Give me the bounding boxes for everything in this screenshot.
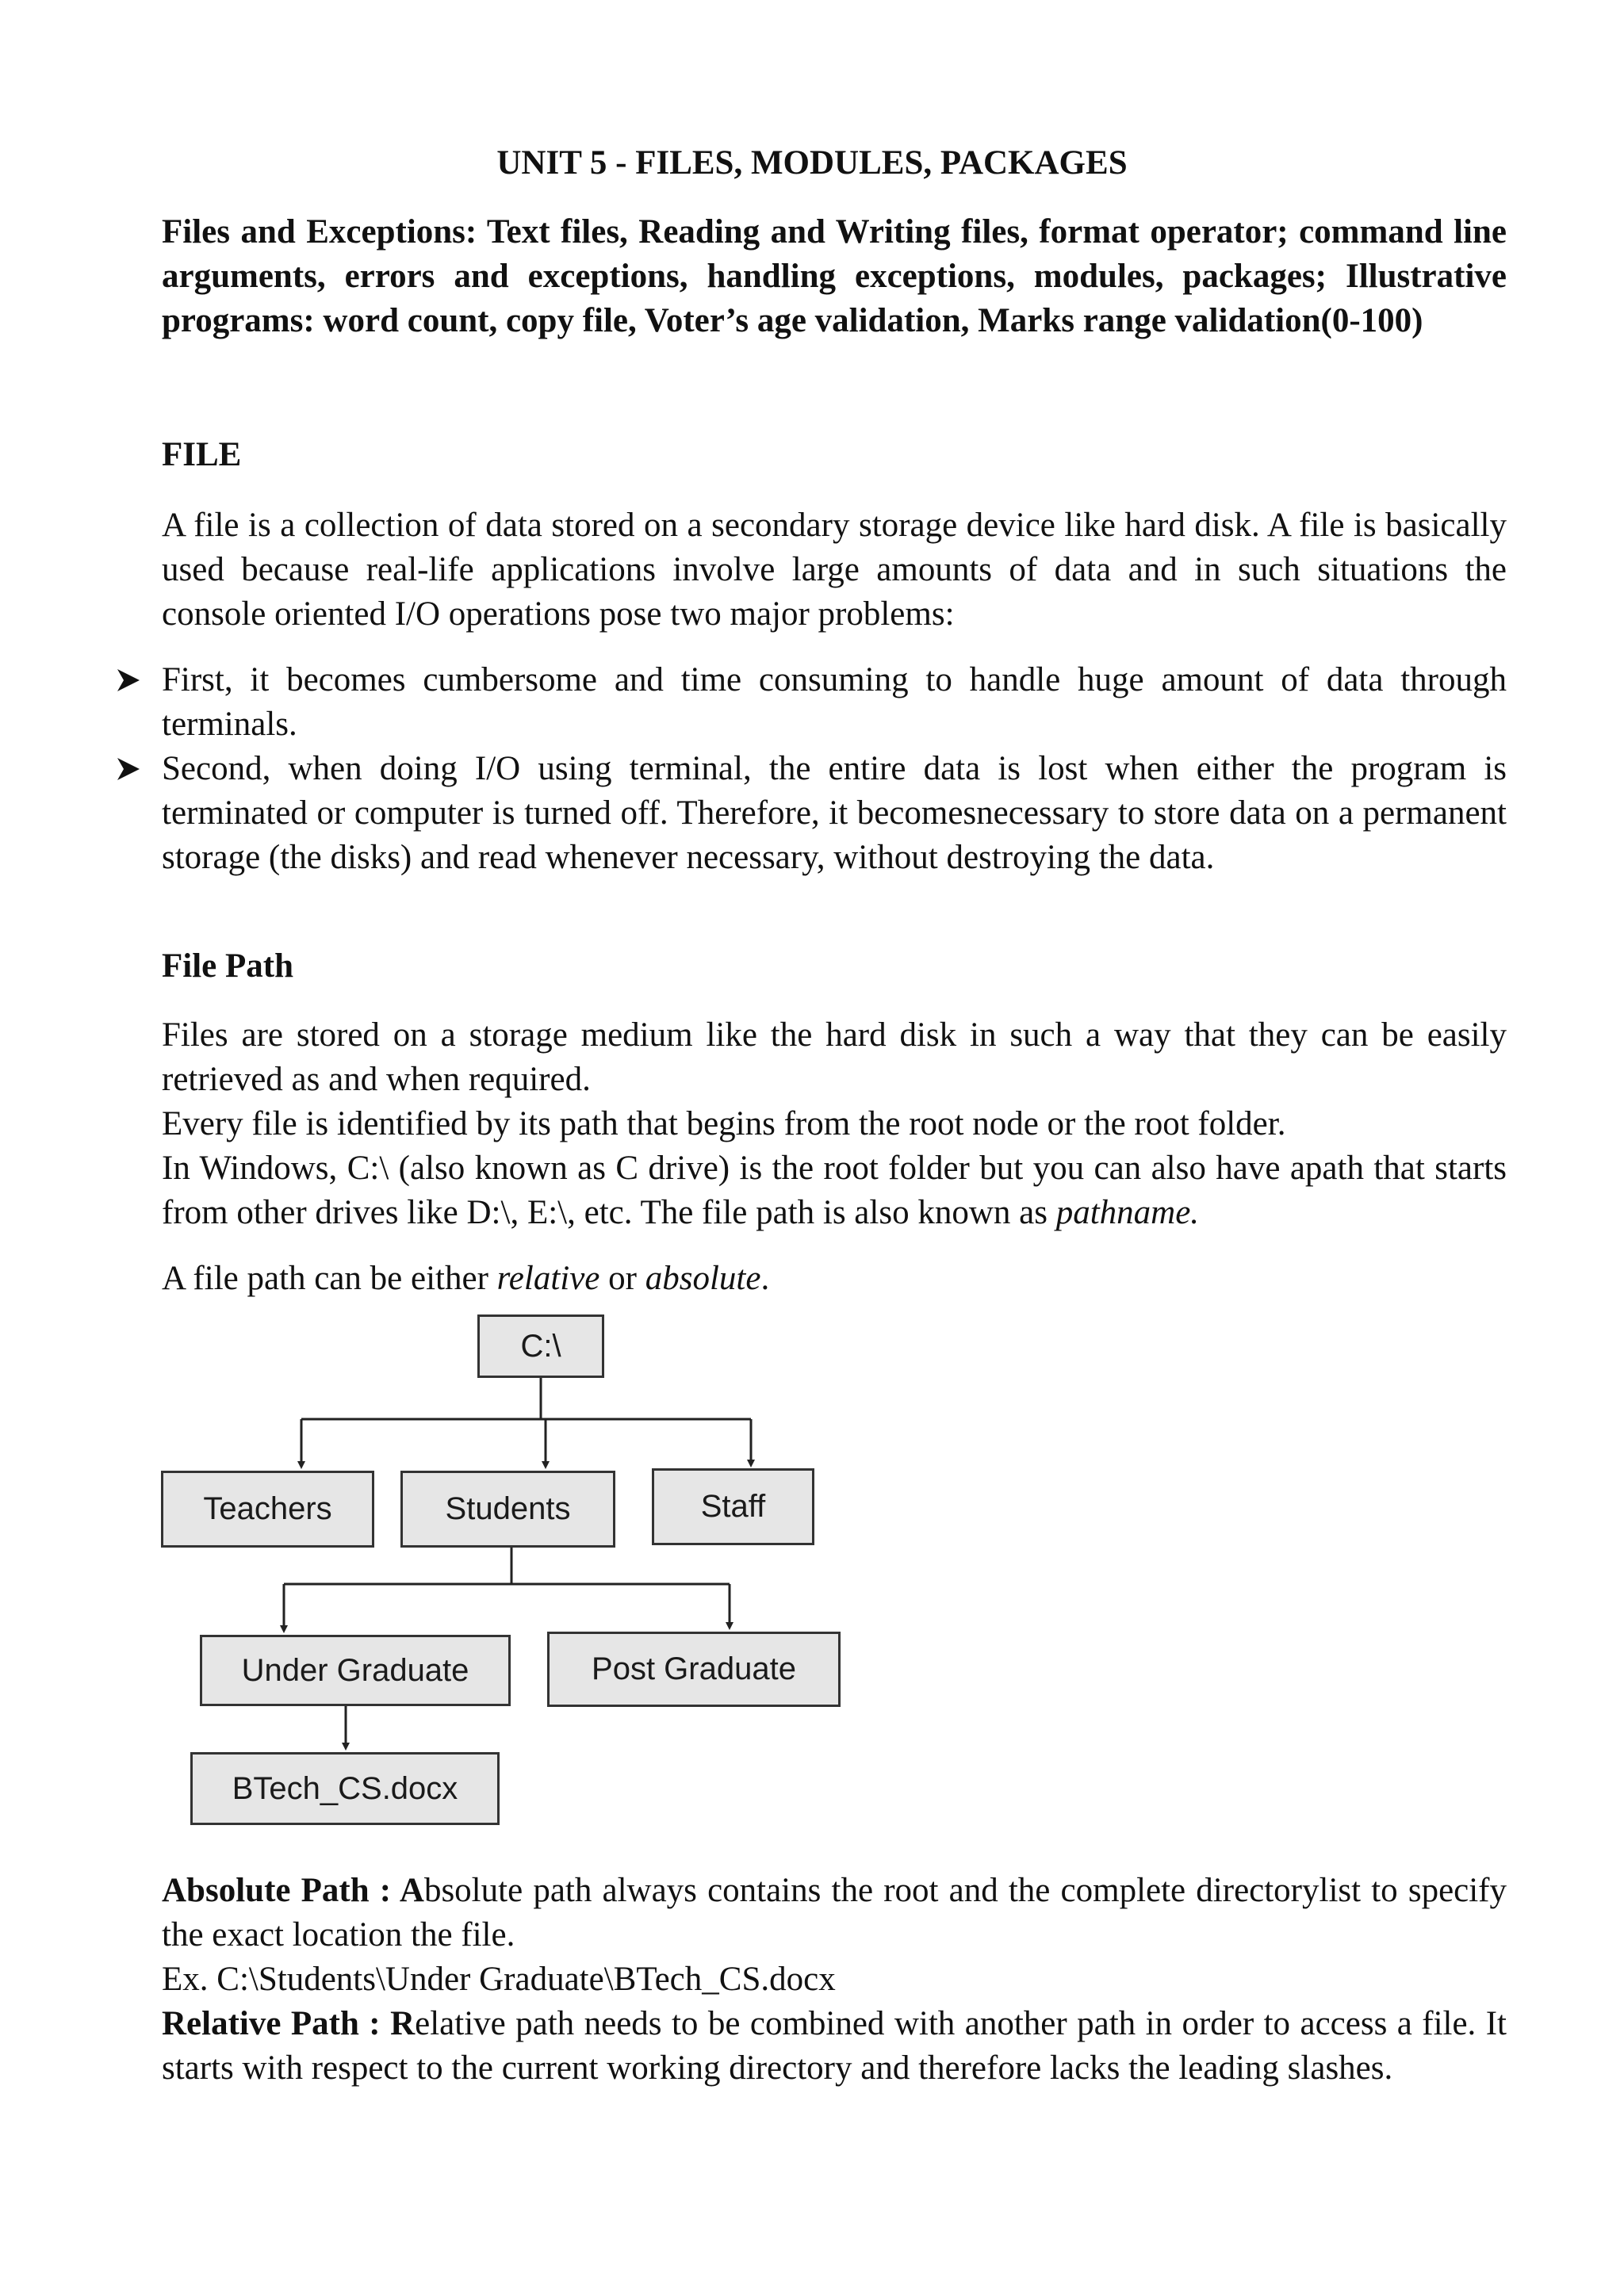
file-intro-paragraph: A file is a collection of data stored on a secondary storage device like hard disk. A file is basically used because real-life applications involve large amounts of data and in such situations the console oriented I/O operations pose two major problems: (162, 507, 1507, 633)
relative-path-first-letter: R (390, 2005, 416, 2042)
file-path-paragraph (162, 1013, 1507, 1235)
file-path-types-line (162, 1257, 1507, 1301)
pathname-term: pathname. (1055, 1194, 1200, 1231)
page-title: UNIT 5 - FILES, MODULES, PACKAGES (496, 144, 1128, 182)
absolute-path-first-letter: A (399, 1872, 424, 1909)
absolute-path-text: bsolute path always contains the root and the complete directorylist to specify the exact location the file. (162, 1872, 1507, 1954)
types-prefix: A file path can be either (162, 1260, 497, 1297)
arrowhead-bullet-icon (113, 747, 144, 791)
folder-node-root: C:\ (477, 1314, 604, 1378)
absolute-term: absolute (645, 1260, 761, 1297)
absolute-path-label: Absolute Path : (162, 1872, 400, 1909)
relative-path-label: Relative Path : (162, 2005, 391, 2042)
types-suffix: . (760, 1260, 770, 1297)
folder-node-staff: Staff (652, 1468, 814, 1545)
file-path-heading: File Path (162, 947, 293, 985)
relative-path-paragraph (162, 2002, 1507, 2091)
syllabus-paragraph: Files and Exceptions: Text files, Reading and Writing files, format operator; command line arguments, errors and exceptions, handling exceptions, modules, packages; Illustrative programs: word count, copy file, Voter’s age validation, Marks range validation(0-100) (162, 213, 1507, 339)
relative-path-text: elative path needs to be combined with another path in order to access a file. It starts with respect to the current working directory and therefore lacks the leading slashes. (162, 2005, 1507, 2087)
file-node-btech: BTech_CS.docx (190, 1752, 500, 1825)
absolute-path-example: Ex. C:\Students\Under Graduate\BTech_CS.docx (162, 1961, 836, 1998)
relative-term: relative (496, 1260, 600, 1297)
folder-node-post-graduate: Post Graduate (547, 1632, 841, 1707)
file-path-line-3-text: In Windows, C:\ (also known as C drive) is the root folder but you can also have apath that starts from other drives like D:\, E:\, etc. The file path is also known as (162, 1150, 1507, 1231)
bullet-text-2: Second, when doing I/O using terminal, the entire data is lost when either the program is terminated or computer is turned off. Therefore, it becomesnecessary to store data on a permanent storage (the disks) and read whenever necessary, without destroying the data. (162, 750, 1507, 876)
folder-node-students: Students (400, 1471, 615, 1548)
file-heading: FILE (162, 436, 242, 473)
arrowhead-bullet-icon (113, 658, 144, 702)
bullet-text-1: First, it becomes cumbersome and time consuming to handle huge amount of data through terminals. (162, 661, 1507, 743)
file-path-line-1: Files are stored on a storage medium like the hard disk in such a way that they can be easily retrieved as and when required. (162, 1016, 1507, 1098)
absolute-path-paragraph (162, 1869, 1507, 2002)
file-path-line-3 (162, 1146, 1507, 1235)
folder-node-teachers: Teachers (161, 1471, 374, 1548)
types-mid: or (599, 1260, 645, 1297)
file-path-line-2: Every file is identified by its path that begins from the root node or the root folder. (162, 1105, 1286, 1142)
folder-node-under-graduate: Under Graduate (200, 1635, 511, 1706)
